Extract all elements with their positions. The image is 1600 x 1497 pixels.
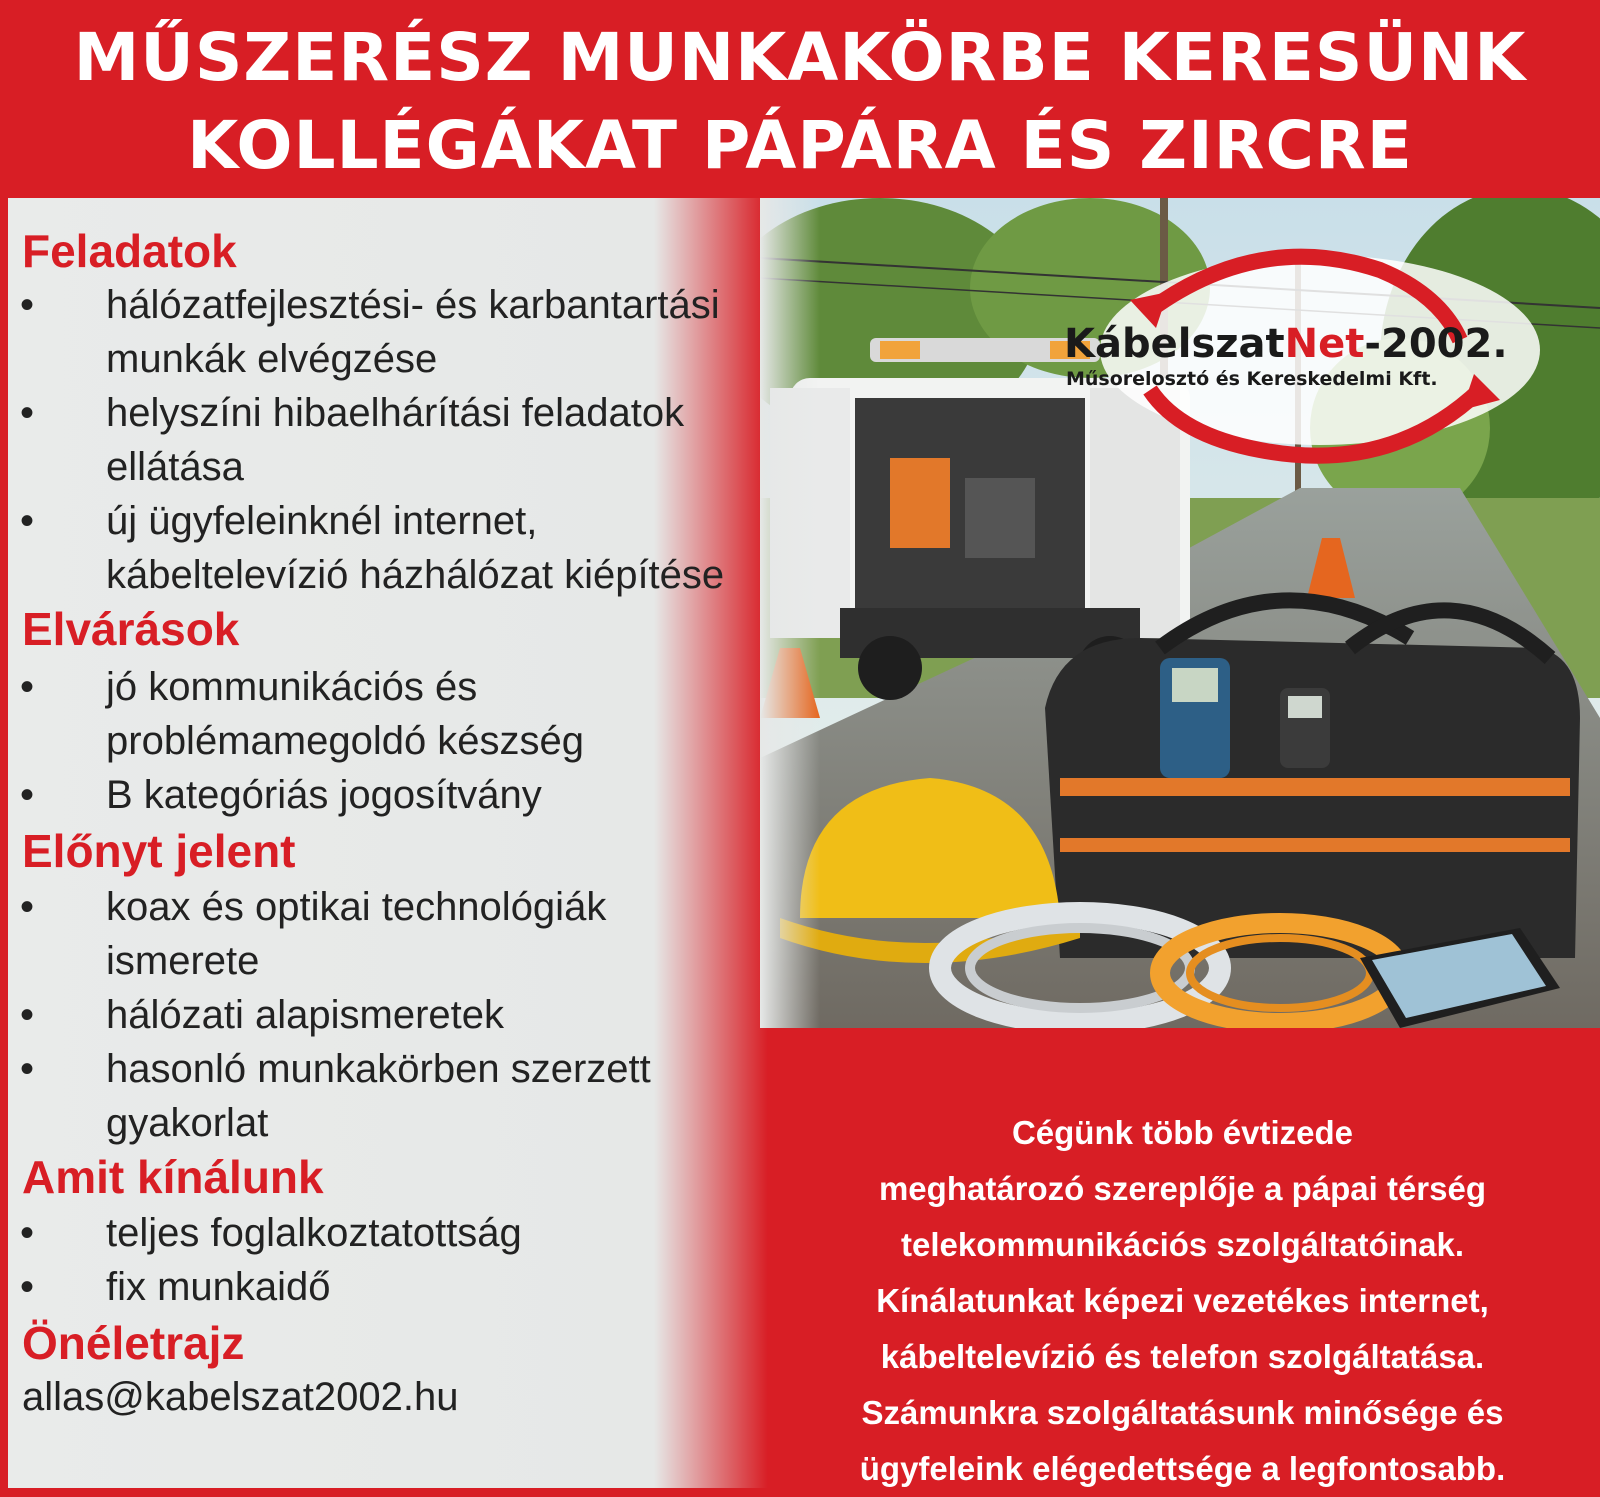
list-item-line: koax és optikai technológiák: [106, 885, 607, 929]
promo-line: ügyfeleink elégedettsége a legfontosabb.: [859, 1450, 1506, 1487]
list-item-line: munkák elvégzése: [106, 337, 438, 381]
section-title-elvarasok: Elvárások: [22, 603, 240, 655]
list-item-line: jó kommunikációs és: [106, 665, 478, 709]
list-item-line: hálózati alapismeretek: [106, 993, 504, 1037]
bullet-icon: •: [20, 1265, 35, 1309]
list-item-line: helyszíni hibaelhárítási feladatok: [106, 391, 685, 435]
promo-line: Számunkra szolgáltatásunk minősége és: [861, 1394, 1504, 1431]
bullet-icon: •: [20, 1211, 35, 1255]
logo-subtitle: Műsorelosztó és Kereskedelmi Kft.: [1066, 368, 1438, 390]
logo-name: [1064, 322, 1584, 366]
bullet-icon: •: [20, 993, 35, 1037]
headline-line-2: KOLLÉGÁKAT PÁPÁRA ÉS ZIRCRE: [187, 107, 1413, 184]
section-title-elonyt-jelent: Előnyt jelent: [22, 825, 296, 877]
list-item-line: teljes foglalkoztatottság: [106, 1211, 522, 1255]
email-link[interactable]: allas@kabelszat2002.hu: [22, 1375, 459, 1419]
headline: [0, 0, 1600, 200]
job-details-panel: [8, 198, 768, 1488]
logo-name-part1: Kábelszat: [1064, 321, 1285, 367]
bullet-icon: •: [20, 665, 35, 709]
logo-name-part2: Net: [1284, 321, 1365, 367]
list-item-line: B kategóriás jogosítvány: [106, 773, 542, 817]
promo-line: Cégünk több évtizede: [1011, 1114, 1354, 1151]
bullet-icon: •: [20, 885, 35, 929]
promo-line: Kínálatunkat képezi vezetékes internet,: [876, 1282, 1489, 1319]
bullet-icon: •: [20, 773, 35, 817]
list-item-line: gyakorlat: [106, 1101, 269, 1145]
bullet-icon: •: [20, 283, 35, 327]
section-title-amit-kinalunk: Amit kínálunk: [22, 1151, 324, 1203]
company-description: [770, 1105, 1595, 1497]
bullet-icon: •: [20, 391, 35, 435]
company-logo: [1060, 240, 1580, 470]
list-item-line: hasonló munkakörben szerzett: [106, 1047, 651, 1091]
list-item-line: ismerete: [106, 939, 260, 983]
promo-line: meghatározó szereplője a pápai térség: [878, 1170, 1487, 1207]
list-item-line: kábeltelevízió házhálózat kiépítése: [106, 553, 725, 597]
list-item-line: fix munkaidő: [106, 1265, 331, 1309]
bullet-icon: •: [20, 1047, 35, 1091]
list-item-line: új ügyfeleinknél internet,: [106, 499, 538, 543]
headline-line-1: MŰSZERÉSZ MUNKAKÖRBE KERESÜNK: [73, 19, 1527, 96]
bullet-icon: •: [20, 499, 35, 543]
promo-line: telekommunikációs szolgáltatóinak.: [901, 1226, 1464, 1263]
section-title-feladatok: Feladatok: [22, 225, 237, 277]
list-item-line: problémamegoldó készség: [106, 719, 585, 763]
list-item-line: hálózatfejlesztési- és karbantartási: [106, 283, 720, 327]
section-title-oneletrajz: Önéletrajz: [22, 1317, 245, 1369]
list-item-line: ellátása: [106, 445, 244, 489]
logo-name-part3: -2002.: [1364, 321, 1508, 367]
promo-line: kábeltelevízió és telefon szolgáltatása.: [880, 1338, 1485, 1375]
